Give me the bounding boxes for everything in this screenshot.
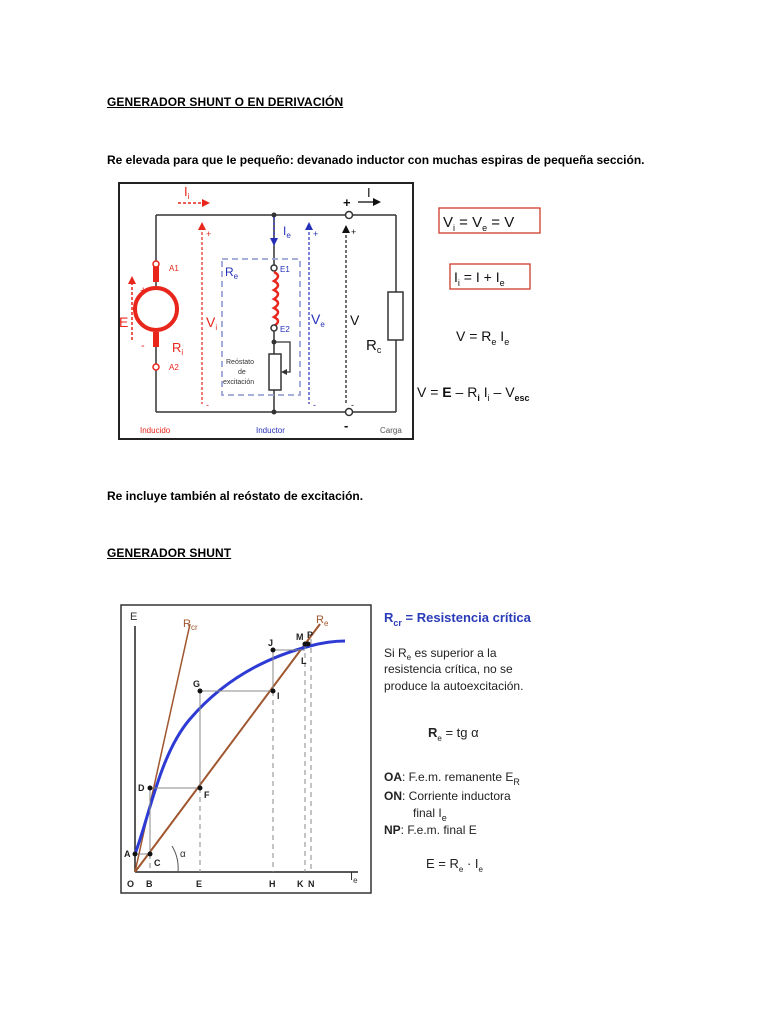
label-e1: E1 — [280, 265, 290, 274]
terminal-minus: - — [344, 418, 349, 433]
point-label-l: L — [301, 656, 307, 666]
point-label-g: G — [193, 679, 201, 689]
label-e: E — [119, 314, 129, 330]
point-label-n: N — [308, 879, 315, 889]
label-ve-minus: - — [313, 400, 316, 410]
legend-title: $R_{cr}$ = Resistencia crítica — [384, 610, 531, 628]
legend-formula-re-tg: $R_e$ = tg α — [428, 725, 479, 743]
shunt-circuit-diagram — [118, 182, 414, 440]
label-a2: A2 — [169, 363, 179, 372]
point-label-j: J — [268, 638, 274, 648]
equation-vi-ve-v: $V_i = V_e = V$ — [443, 214, 515, 233]
point-label-p: P — [307, 630, 314, 640]
terminal-plus: + — [343, 195, 351, 210]
point-label-i: I — [277, 691, 280, 701]
label-ve: $V_e$ — [311, 311, 325, 329]
legend-np: NP: F.e.m. final E — [384, 823, 477, 837]
equation-v-e-ri: $V = E - R_i$ $I_i - V_{esc}$ — [417, 384, 530, 403]
equation-v-re-ie: $V = R_e$ $I_e$ — [456, 328, 510, 347]
axis-label-ie: $I_e$ — [350, 871, 358, 885]
point-label-f: F — [204, 790, 210, 800]
label-v: V — [350, 312, 360, 328]
label-a1: A1 — [169, 264, 179, 273]
label-rcr: $R_{cr}$ — [183, 618, 198, 632]
rheostat-resistor — [269, 354, 281, 390]
label-vi: $V_i$ — [206, 314, 218, 332]
label-e-minus: - — [141, 340, 145, 352]
label-v-minus: - — [351, 400, 354, 410]
label-ri: $R_i$ — [172, 340, 184, 357]
heading-generador-shunt-derivacion: GENERADOR SHUNT O EN DERIVACIÓN — [107, 95, 344, 109]
heading-generador-shunt: GENERADOR SHUNT — [107, 546, 232, 560]
label-ie: $I_e$ — [283, 224, 291, 240]
label-inducido: Inducido — [140, 426, 171, 435]
point-label-a: A — [124, 849, 131, 859]
label-ve-plus: + — [313, 229, 319, 239]
legend-oa: OA: F.e.m. remanente $E_R$ — [384, 770, 520, 787]
legend-line-2: resistencia crítica, no se — [384, 662, 513, 676]
legend-e-formula: $E = R_e \cdot I_e$ — [426, 856, 483, 874]
label-vi-plus: + — [206, 229, 212, 239]
point-label-m: M — [296, 632, 304, 642]
label-e-plus: + — [140, 285, 147, 297]
point-label-d: D — [138, 783, 145, 793]
legend-line-1: Si $R_e$ es superior a la — [384, 646, 497, 662]
label-inductor: Inductor — [256, 426, 285, 435]
label-reostato-3: excitación — [223, 379, 255, 386]
label-re-graph: $R_e$ — [316, 614, 329, 628]
circuit-equations — [410, 200, 580, 410]
label-carga: Carga — [380, 426, 402, 435]
label-e2: E2 — [280, 325, 290, 334]
graph-legend — [380, 604, 580, 879]
graph-frame — [121, 605, 371, 893]
label-re: $R_e$ — [225, 265, 239, 281]
point-label-b: B — [146, 879, 153, 889]
label-reostato-1: Reóstato — [226, 359, 255, 366]
label-alpha: α — [180, 849, 186, 860]
paragraph-re-incluye: Re incluye también al reóstato de excitación. — [107, 489, 364, 503]
legend-on-2: final $I_e$ — [413, 806, 447, 823]
point-label-k: K — [297, 879, 304, 889]
load-resistor-rc — [388, 292, 403, 340]
label-v-plus: + — [351, 227, 357, 237]
shunt-characteristic-graph — [120, 604, 372, 894]
point-label-o: O — [127, 879, 135, 889]
equation-ii-i-ie: $I_i = I + I_e$ — [454, 269, 505, 288]
point-label-h: H — [269, 879, 276, 889]
paragraph-re-elevada: Re elevada para que Ie pequeño: devanado inductor con muchas espiras de pequeña sección. — [107, 153, 645, 167]
legend-line-3: produce la autoexcitación. — [384, 679, 524, 693]
label-ii: $I_i$ — [184, 184, 190, 201]
label-rc: $R_c$ — [366, 337, 382, 355]
point-label-e: E — [196, 879, 203, 889]
axis-label-e: E — [130, 611, 138, 623]
label-reostato-2: de — [238, 369, 246, 376]
label-i: I — [367, 185, 371, 200]
legend-on: ON: Corriente inductora — [384, 789, 511, 803]
point-label-c: C — [154, 858, 161, 868]
label-vi-minus: - — [206, 400, 209, 410]
